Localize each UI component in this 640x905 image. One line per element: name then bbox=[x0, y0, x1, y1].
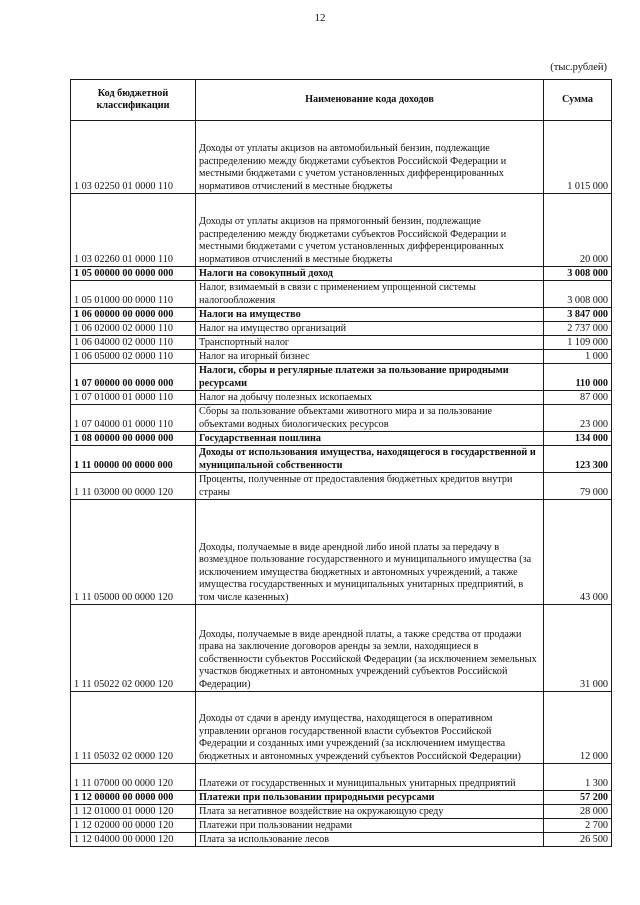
table-row bbox=[71, 432, 612, 446]
table-row bbox=[71, 791, 612, 805]
cell-code: 1 11 05032 02 0000 120 bbox=[71, 692, 196, 764]
cell-amount: 1 000 bbox=[544, 350, 612, 364]
cell-amount: 57 200 bbox=[544, 791, 612, 805]
cell-name: Государственная пошлина bbox=[196, 432, 544, 446]
cell-name: Платежи при пользовании недрами bbox=[196, 819, 544, 833]
cell-name: Доходы, получаемые в виде арендной платы, а также средства от продажи права на заключение договоров аренды за земли, находящиеся в собственности субъектов Российской Федерации (за исключением земельных участков бюджетных и автономных учреждений субъектов Российской Федерации) bbox=[196, 605, 544, 692]
header-name: Наименование кода доходов bbox=[196, 80, 544, 121]
table-row bbox=[71, 692, 612, 764]
table-row bbox=[71, 121, 612, 194]
cell-name: Налог на игорный бизнес bbox=[196, 350, 544, 364]
cell-code: 1 11 05000 00 0000 120 bbox=[71, 500, 196, 605]
cell-code: 1 11 05022 02 0000 120 bbox=[71, 605, 196, 692]
cell-name: Платежи при пользовании природными ресурсами bbox=[196, 791, 544, 805]
cell-amount: 123 300 bbox=[544, 446, 612, 473]
cell-code: 1 12 02000 00 0000 120 bbox=[71, 819, 196, 833]
cell-code: 1 06 00000 00 0000 000 bbox=[71, 308, 196, 322]
table-row bbox=[71, 605, 612, 692]
table-row bbox=[71, 194, 612, 267]
cell-amount: 20 000 bbox=[544, 194, 612, 267]
cell-amount: 26 500 bbox=[544, 833, 612, 847]
cell-name: Доходы, получаемые в виде арендной либо иной платы за передачу в возмездное пользование государственного и муниципального имущества (за исключением имущества бюджетных и автономных учреждений, а также имущества государственных и муниципальных унитарных предприятий, в том числе казенных) bbox=[196, 500, 544, 605]
cell-name: Доходы от уплаты акцизов на автомобильный бензин, подлежащие распределению между бюджетами субъектов Российской Федерации и местными бюджетами с учетом установленных дифференцированных нормативов отчислений в местные бюджеты bbox=[196, 121, 544, 194]
cell-amount: 2 737 000 bbox=[544, 322, 612, 336]
cell-name: Налоги, сборы и регулярные платежи за пользование природными ресурсами bbox=[196, 364, 544, 391]
cell-name: Налоги на имущество bbox=[196, 308, 544, 322]
cell-name: Доходы от уплаты акцизов на прямогонный бензин, подлежащие распределению между бюджетами субъектов Российской Федерации и местными бюджетами с учетом установленных дифференцированных нормативов отчислений в местные бюджеты bbox=[196, 194, 544, 267]
table-row bbox=[71, 500, 612, 605]
cell-code: 1 12 00000 00 0000 000 bbox=[71, 791, 196, 805]
cell-code: 1 12 04000 00 0000 120 bbox=[71, 833, 196, 847]
table-row bbox=[71, 473, 612, 500]
cell-code: 1 06 02000 02 0000 110 bbox=[71, 322, 196, 336]
units-label: (тыс.рублей) bbox=[550, 62, 607, 73]
page-number: 12 bbox=[314, 12, 326, 24]
table-row bbox=[71, 308, 612, 322]
cell-amount: 1 015 000 bbox=[544, 121, 612, 194]
cell-code: 1 05 00000 00 0000 000 bbox=[71, 267, 196, 281]
cell-name: Налог на имущество организаций bbox=[196, 322, 544, 336]
cell-amount: 2 700 bbox=[544, 819, 612, 833]
table-row bbox=[71, 805, 612, 819]
cell-amount: 23 000 bbox=[544, 405, 612, 432]
table-header-row bbox=[71, 80, 612, 121]
cell-code: 1 05 01000 00 0000 110 bbox=[71, 281, 196, 308]
cell-name: Налог на добычу полезных ископаемых bbox=[196, 391, 544, 405]
cell-amount: 28 000 bbox=[544, 805, 612, 819]
table-row bbox=[71, 446, 612, 473]
table-row bbox=[71, 391, 612, 405]
cell-amount: 110 000 bbox=[544, 364, 612, 391]
cell-name: Сборы за пользование объектами животного мира и за пользование объектами водных биологических ресурсов bbox=[196, 405, 544, 432]
cell-amount: 3 847 000 bbox=[544, 308, 612, 322]
table-row bbox=[71, 322, 612, 336]
cell-code: 1 07 04000 01 0000 110 bbox=[71, 405, 196, 432]
table-row bbox=[71, 336, 612, 350]
cell-code: 1 03 02250 01 0000 110 bbox=[71, 121, 196, 194]
table-body bbox=[71, 121, 612, 847]
table-row bbox=[71, 281, 612, 308]
cell-code: 1 11 07000 00 0000 120 bbox=[71, 764, 196, 791]
table-row bbox=[71, 833, 612, 847]
cell-amount: 87 000 bbox=[544, 391, 612, 405]
header-code: Код бюджетной классификации bbox=[71, 80, 196, 121]
cell-name: Налоги на совокупный доход bbox=[196, 267, 544, 281]
cell-amount: 1 300 bbox=[544, 764, 612, 791]
cell-name: Доходы от сдачи в аренду имущества, находящегося в оперативном управлении органов государственной власти субъектов Российской Федерации и созданных ими учреждений (за исключением имущества бюджетных и автономных учреждений субъектов Российской Федерации) bbox=[196, 692, 544, 764]
cell-code: 1 06 05000 02 0000 110 bbox=[71, 350, 196, 364]
cell-code: 1 07 01000 01 0000 110 bbox=[71, 391, 196, 405]
cell-code: 1 08 00000 00 0000 000 bbox=[71, 432, 196, 446]
cell-code: 1 12 01000 01 0000 120 bbox=[71, 805, 196, 819]
cell-name: Доходы от использования имущества, находящегося в государственной и муниципальной собственности bbox=[196, 446, 544, 473]
cell-code: 1 03 02260 01 0000 110 bbox=[71, 194, 196, 267]
cell-amount: 134 000 bbox=[544, 432, 612, 446]
table-row bbox=[71, 267, 612, 281]
header-amount: Сумма bbox=[544, 80, 612, 121]
table-row bbox=[71, 350, 612, 364]
cell-amount: 1 109 000 bbox=[544, 336, 612, 350]
revenue-table bbox=[70, 79, 612, 847]
cell-amount: 43 000 bbox=[544, 500, 612, 605]
cell-name: Транспортный налог bbox=[196, 336, 544, 350]
cell-code: 1 11 00000 00 0000 000 bbox=[71, 446, 196, 473]
table-row bbox=[71, 364, 612, 391]
cell-code: 1 11 03000 00 0000 120 bbox=[71, 473, 196, 500]
cell-code: 1 07 00000 00 0000 000 bbox=[71, 364, 196, 391]
cell-amount: 3 008 000 bbox=[544, 281, 612, 308]
cell-amount: 31 000 bbox=[544, 605, 612, 692]
table-row bbox=[71, 405, 612, 432]
cell-amount: 3 008 000 bbox=[544, 267, 612, 281]
cell-name: Платежи от государственных и муниципальных унитарных предприятий bbox=[196, 764, 544, 791]
table-row bbox=[71, 819, 612, 833]
cell-amount: 12 000 bbox=[544, 692, 612, 764]
cell-name: Плата за использование лесов bbox=[196, 833, 544, 847]
cell-amount: 79 000 bbox=[544, 473, 612, 500]
cell-name: Проценты, полученные от предоставления бюджетных кредитов внутри страны bbox=[196, 473, 544, 500]
cell-name: Налог, взимаемый в связи с применением упрощенной системы налогообложения bbox=[196, 281, 544, 308]
cell-code: 1 06 04000 02 0000 110 bbox=[71, 336, 196, 350]
cell-name: Плата за негативное воздействие на окружающую среду bbox=[196, 805, 544, 819]
table-row bbox=[71, 764, 612, 791]
